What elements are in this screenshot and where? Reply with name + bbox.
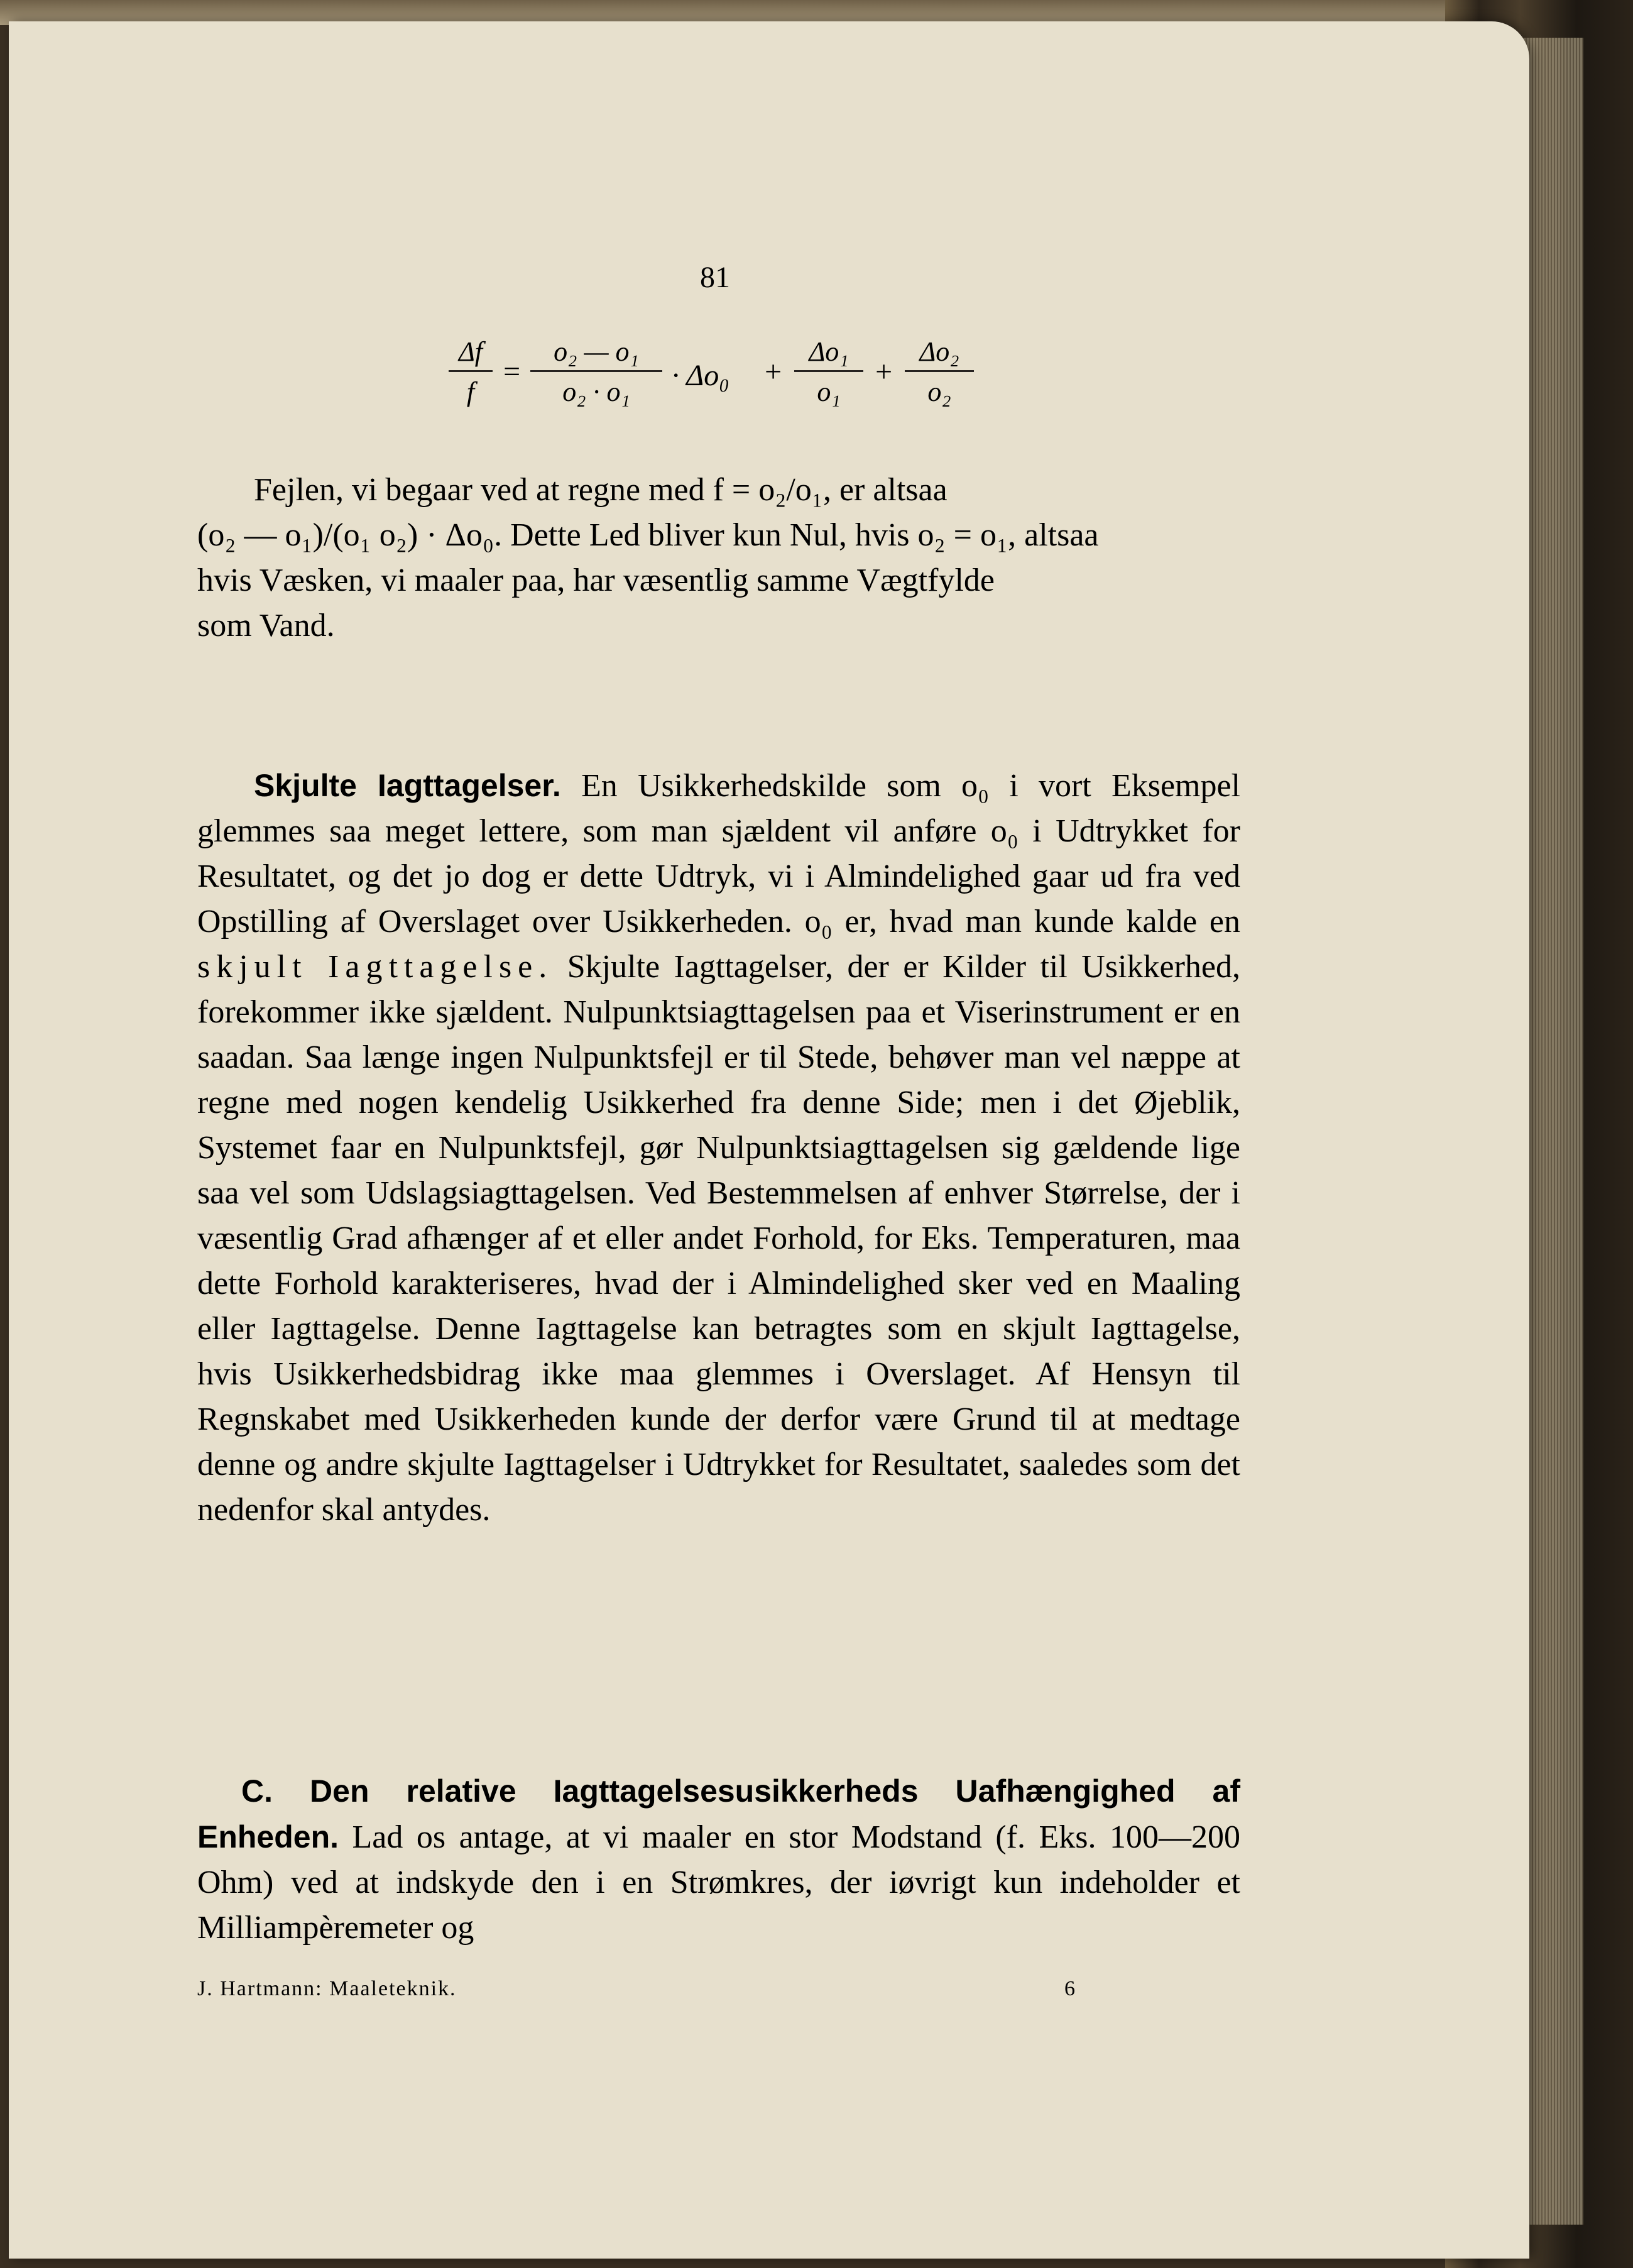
formula (449, 336, 1077, 436)
formula-term1-multiplier: · Δo₀ (672, 359, 729, 392)
formula-term1-numerator: o₂ — o₁ (530, 336, 662, 372)
section-skjulte-body-end: Skjulte Iagttagelser, der er Kilder til Usikkerhed, forekommer ikke sjældent. Nulpunktsiagttagelsen paa et Viserinstrument er en saadan. Saa længe ingen Nulpunktsfejl er til Stede, behøver man vel næppe at regne med nogen kendelig Usikkerhed fra denne Side; men i det Øjeblik, Systemet faar en Nulpunktsfejl, gør Nulpunktsiagttagelsen sig gældende lige saa vel som Udslagsiagttagelsen. Ved Bestemmelsen af enhver Størrelse, der i væsentlig Grad afhænger af et eller andet Forhold, for Eks. Temperaturen, maa dette Forhold karakteriseres, hvad der i Almindelighed sker ved en Maaling eller Iagttagelse. Denne Iagttagelse kan betragtes som en skjult Iagttagelse, hvis Usikkerhedsbidrag ikke maa glemmes i Overslaget. Af Hensyn til Regnskabet med Usikkerheden kunde der derfor være Grund til at medtage denne og andre skjulte Iagttagelser i Udtrykket for Resultatet, saaledes som det nedenfor skal antydes. (197, 949, 1241, 1528)
formula-term3-denominator: o₂ (927, 376, 951, 407)
formula-lhs-numerator: Δf (449, 336, 493, 372)
section-c-body: Lad os antage, at vi maaler en stor Modstand (f. Eks. 100—200 Ohm) ved at indskyde den i en Strømkres, der iøvrigt kun indeholder et Milliampèremeter og (197, 1819, 1241, 1946)
paragraph-fejlen (197, 468, 1240, 649)
formula-equals: = (501, 355, 522, 388)
section-heading-c: C. Den relative Iagttagelsesusikkerheds Uafhængighed af Enheden. (197, 1773, 1240, 1854)
footer-author-title: J. Hartmann: Maaleteknik. (197, 1977, 457, 2000)
section-skjulte-body-start: En Usikkerhedskilde som o₀ i vort Eksempel glemmes saa meget lettere, som man sjældent vil anføre o₀ i Udtrykket for Resultatet, og det jo dog er dette Udtryk, vi i Almindelighed gaar ud fra ved Opstilling af Overslaget over Usikkerheden. o₀ er, hvad man kunde kalde en (197, 768, 1240, 940)
footer-signature-mark: 6 (1064, 1977, 1075, 2000)
section-skjulte-iagttagelser (197, 763, 1240, 1533)
formula-plus-1: + (763, 355, 784, 388)
formula-term2-numerator: Δo₁ (794, 336, 863, 372)
book-page (9, 21, 1529, 2259)
formula-lhs (449, 336, 493, 408)
formula-plus-2: + (873, 355, 894, 388)
paragraph-fejlen-line-2: (o₂ — o₁)/(o₁ o₂) · Δo₀. Dette Led bliver kun Nul, hvis o₂ = o₁, altsaa (197, 517, 1099, 553)
formula-term2-denominator: o₁ (817, 376, 841, 407)
formula-term3 (905, 336, 974, 408)
formula-term2 (794, 336, 863, 408)
formula-term1 (530, 336, 662, 408)
paragraph-fejlen-line-3: hvis Væsken, vi maaler paa, har væsentlig samme Vægtfylde (197, 562, 995, 598)
formula-lhs-denominator: f (466, 376, 475, 407)
section-heading-skjulte: Skjulte Iagttagelser. (254, 768, 561, 803)
paragraph-fejlen-line-1: Fejlen, vi begaar ved at regne med f = o₂/o₁, er altsaa (254, 472, 948, 508)
section-c-relative (197, 1768, 1240, 1951)
formula-term3-numerator: Δo₂ (905, 336, 974, 372)
paragraph-fejlen-line-4: som Vand. (197, 608, 335, 644)
formula-term1-denominator: o₂ · o₁ (562, 376, 630, 407)
section-skjulte-spaced-term: skjult Iagttagelse. (197, 949, 554, 985)
page-number: 81 (700, 261, 730, 294)
